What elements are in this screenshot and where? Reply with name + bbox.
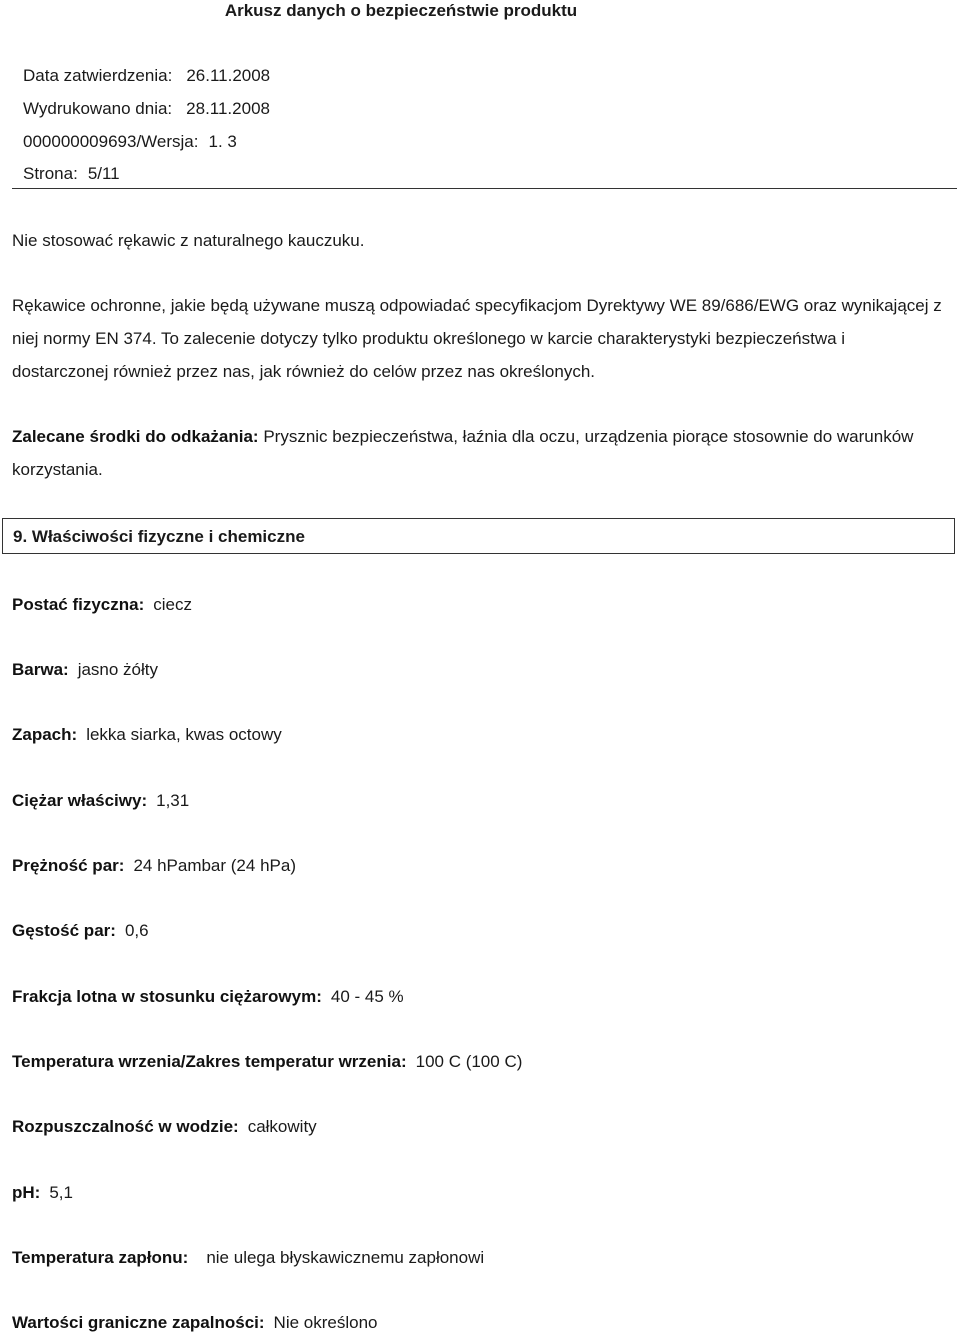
property-row-volatile-fraction (12, 985, 404, 1009)
printed-date-row (23, 98, 270, 120)
property-row-color (12, 658, 158, 682)
section-9-header (2, 518, 955, 554)
gloves-note: Nie stosować rękawic z naturalnego kauczuku. (12, 231, 365, 250)
property-value: 0,6 (124, 921, 149, 940)
property-label: Rozpuszczalność w wodzie: (12, 1117, 239, 1136)
header-divider (12, 188, 957, 189)
property-label: Postać fizyczna: (12, 595, 145, 614)
property-row-boiling-point (12, 1050, 522, 1074)
decontamination-label: Zalecane środki do odkażania: (12, 427, 259, 446)
property-label: Frakcja lotna w stosunku ciężarowym: (12, 987, 322, 1006)
document-title: Arkusz danych o bezpieczeństwie produktu (224, 1, 578, 20)
property-label: Temperatura wrzenia/Zakres temperatur wrzenia: (12, 1052, 407, 1071)
gloves-paragraph: Rękawice ochronne, jakie będą używane muszą odpowiadać specyfikacjom Dyrektywy WE 89/686/EWG oraz wynikającej z niej normy EN 374. To zalecenie dotyczy tylko produktu określonego w karcie charakterystyki bezpieczeństwa i dostarczonej również przez nas, jak również do celów przez nas określonych. (12, 296, 942, 381)
page-value: 5/11 (87, 164, 120, 183)
property-value: 1,31 (156, 791, 190, 810)
property-label: Barwa: (12, 660, 69, 679)
property-value: 40 - 45 % (330, 987, 404, 1006)
property-row-odor (12, 723, 282, 747)
property-value: całkowity (247, 1117, 317, 1136)
property-row-vapor-density (12, 919, 149, 943)
decontamination-paragraph (12, 420, 942, 486)
property-label: pH: (12, 1183, 41, 1202)
page-label: Strona: (23, 164, 78, 183)
property-label: Zapach: (12, 725, 78, 744)
page-number-row (23, 163, 120, 185)
property-value: lekka siarka, kwas octowy (86, 725, 282, 744)
property-row-flash-point (12, 1246, 484, 1270)
property-value: nie ulega błyskawicznemu zapłonowi (206, 1248, 485, 1267)
property-value: ciecz (153, 595, 192, 614)
property-row-water-solubility (12, 1115, 317, 1139)
approval-date-value: 26.11.2008 (186, 66, 271, 85)
property-label: Ciężar właściwy: (12, 791, 148, 810)
approval-date-label: Data zatwierdzenia: (23, 66, 173, 85)
decontamination-value: Prysznic bezpieczeństwa, łaźnia dla oczu, urządzenia piorące stosownie do warunków korzystania. (12, 427, 914, 479)
property-label: Temperatura zapłonu: (12, 1248, 189, 1267)
property-label: Prężność par: (12, 856, 125, 875)
property-value: 24 hPambar (24 hPa) (133, 856, 296, 875)
version-label: 000000009693/Wersja: (23, 132, 199, 151)
property-label: Wartości graniczne zapalności: (12, 1313, 265, 1332)
printed-date-value: 28.11.2008 (186, 99, 270, 118)
property-row-physical-form (12, 593, 192, 617)
approval-date-row (23, 65, 270, 87)
property-label: Gęstość par: (12, 921, 116, 940)
version-value: 1. 3 (208, 132, 237, 151)
printed-date-label: Wydrukowano dnia: (23, 99, 173, 118)
property-value: 100 C (100 C) (415, 1052, 523, 1071)
property-row-specific-gravity (12, 789, 189, 813)
property-value: Nie określono (273, 1313, 378, 1332)
property-row-ph (12, 1181, 73, 1205)
property-value: jasno żółty (77, 660, 159, 679)
version-row (23, 131, 237, 153)
property-row-vapor-pressure (12, 854, 296, 878)
property-value: 5,1 (49, 1183, 73, 1202)
property-row-flammability-limits (12, 1311, 378, 1335)
section-9-title: 9. Właściwości fizyczne i chemiczne (13, 527, 305, 546)
